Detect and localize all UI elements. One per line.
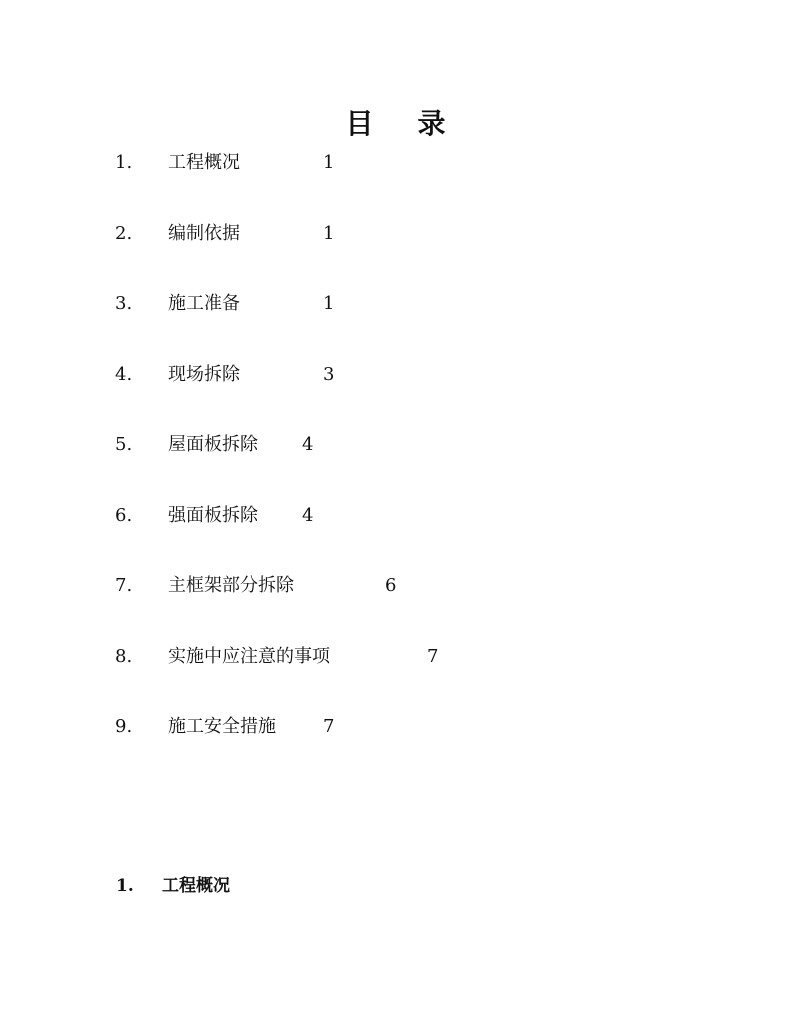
toc-item-9[interactable]	[0, 710, 791, 781]
toc-list	[0, 146, 791, 781]
toc-title-char: 录	[417, 107, 446, 140]
toc-item-number: 9.	[115, 716, 133, 737]
toc-item-text: 强面板拆除	[168, 504, 258, 526]
toc-item-number: 2.	[115, 222, 133, 244]
toc-item-text: 实施中应注意的事项	[168, 645, 330, 667]
toc-item-text: 屋面板拆除	[168, 434, 258, 455]
section-number: 1.	[116, 876, 134, 896]
toc-item-7[interactable]	[0, 569, 791, 640]
toc-item-page: 7	[427, 645, 439, 667]
toc-item-text: 现场拆除	[168, 363, 240, 385]
toc-item-number: 4.	[115, 363, 133, 385]
toc-item-number: 7.	[115, 575, 133, 596]
toc-item-page: 4	[302, 434, 314, 455]
toc-item-text: 主框架部分拆除	[168, 575, 294, 596]
toc-title	[0, 104, 791, 144]
toc-item-number: 3.	[115, 293, 133, 314]
toc-item-number: 1.	[115, 152, 133, 173]
toc-item-page: 7	[323, 716, 335, 737]
toc-item-5[interactable]	[0, 428, 791, 499]
section-title: 工程概况	[162, 876, 230, 896]
toc-item-2[interactable]	[0, 217, 791, 288]
toc-item-4[interactable]	[0, 358, 791, 429]
toc-item-text: 施工准备	[168, 293, 240, 314]
toc-item-number: 8.	[115, 645, 133, 667]
toc-item-text: 施工安全措施	[168, 716, 276, 737]
toc-item-page: 4	[302, 504, 314, 526]
toc-item-text: 工程概况	[168, 152, 240, 173]
toc-title-char: 目	[345, 107, 374, 140]
section-heading	[116, 872, 230, 900]
toc-item-number: 6.	[115, 504, 133, 526]
toc-item-3[interactable]	[0, 287, 791, 358]
toc-item-page: 6	[385, 575, 397, 596]
toc-item-8[interactable]	[0, 640, 791, 711]
toc-item-page: 1	[323, 222, 335, 244]
toc-item-6[interactable]	[0, 499, 791, 570]
toc-item-page: 3	[323, 363, 335, 385]
toc-item-page: 1	[323, 152, 335, 173]
toc-item-text: 编制依据	[168, 222, 240, 244]
toc-item-page: 1	[323, 293, 335, 314]
toc-item-number: 5.	[115, 434, 133, 455]
toc-item-1[interactable]	[0, 146, 791, 217]
